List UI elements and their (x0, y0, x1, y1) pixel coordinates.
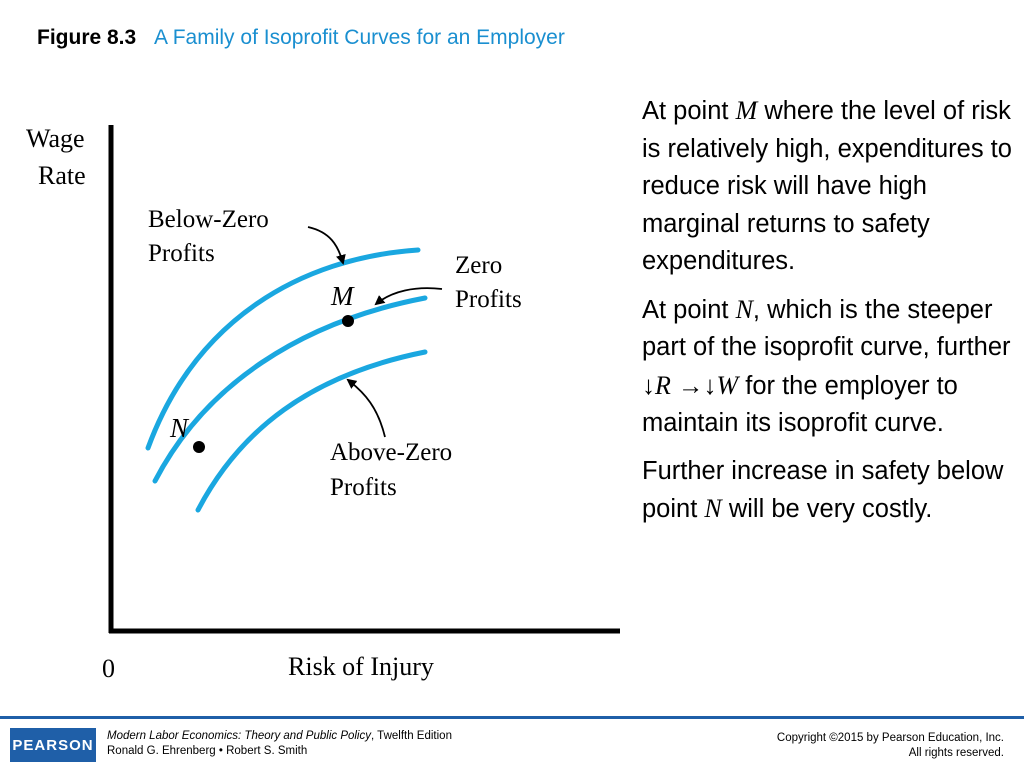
label-below-zero-line2: Profits (148, 240, 215, 267)
book-authors: Ronald G. Ehrenberg • Robert S. Smith (107, 745, 308, 757)
book-edition: , Twelfth Edition (371, 730, 452, 742)
footer-divider (0, 716, 1024, 719)
pearson-logo: PEARSON (10, 728, 96, 762)
arrow-below-zero (308, 227, 343, 263)
origin-label: 0 (102, 654, 115, 683)
point-m-label: M (331, 281, 354, 311)
label-above-zero-line2: Profits (330, 474, 397, 501)
risk-decrease-ref: ↓R (642, 370, 671, 400)
slide-title (37, 26, 565, 50)
book-citation (107, 729, 452, 759)
arrow-above-zero (348, 380, 385, 437)
point-m-ref: M (735, 96, 758, 125)
point-n-ref-2: N (704, 494, 722, 523)
isoprofit-diagram (0, 90, 620, 700)
note-paragraph-2: At point N, which is the steeper part of the isoprofit curve, further ↓R →↓W for the employer to maintain its isoprofit curve. (642, 294, 1011, 437)
explanation-text (642, 92, 1014, 539)
book-title: Modern Labor Economics: Theory and Public Policy (107, 730, 371, 742)
label-below-zero-line1: Below-Zero (148, 206, 269, 233)
x-axis-label: Risk of Injury (288, 652, 434, 681)
point-n-ref: N (735, 294, 753, 324)
wage-decrease-ref: ↓W (703, 370, 739, 400)
note-paragraph-3: Further increase in safety below point N will be very costly. (642, 456, 1004, 523)
point-m-marker (342, 315, 354, 327)
label-zero-line2: Profits (455, 286, 522, 313)
figure-label: Figure 8.3 (37, 26, 137, 49)
copyright-line-1: Copyright ©2015 by Pearson Education, Inc. (776, 732, 1004, 744)
point-n-label: N (170, 413, 189, 443)
copyright-line-2: All rights reserved. (908, 747, 1004, 759)
y-axis-label-line2: Rate (38, 161, 86, 190)
figure-title: A Family of Isoprofit Curves for an Employer (154, 26, 565, 49)
label-zero-line1: Zero (455, 252, 503, 279)
label-above-zero-line1: Above-Zero (330, 439, 453, 466)
note-paragraph-1: At point M where the level of risk is relatively high, expenditures to reduce risk will have high marginal returns to safety expenditures. (642, 96, 1012, 275)
y-axis-label-line1: Wage (26, 124, 85, 153)
copyright-notice (777, 731, 1004, 761)
point-n-marker (193, 441, 205, 453)
